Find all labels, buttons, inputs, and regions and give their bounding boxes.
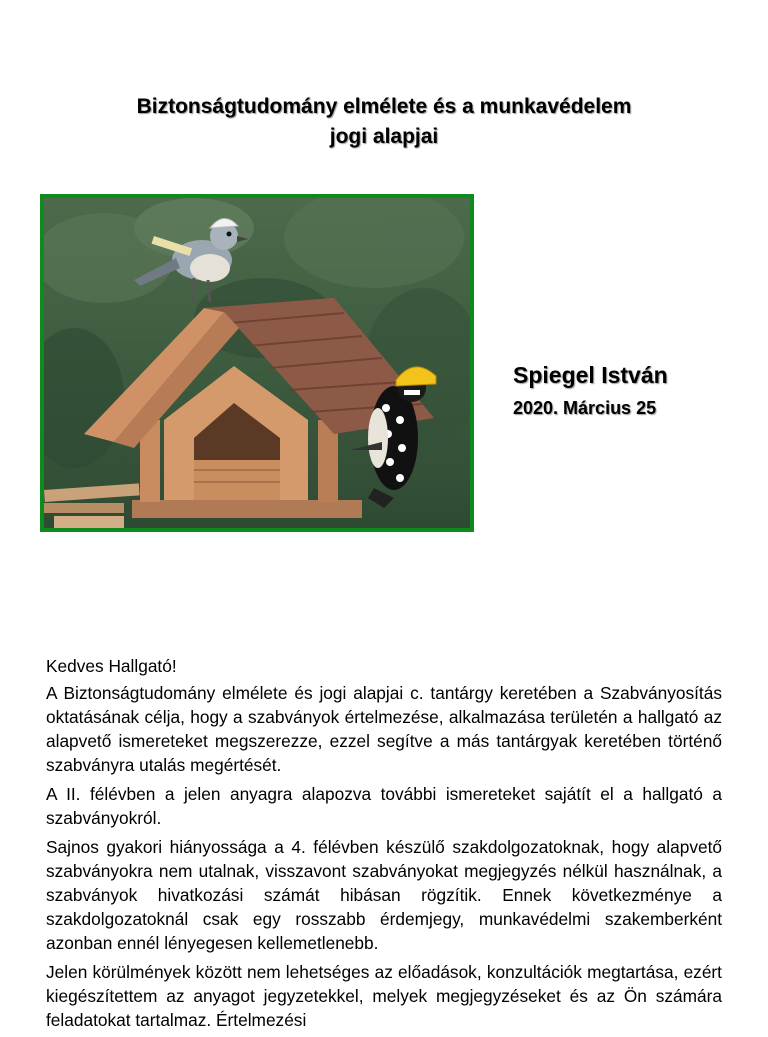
letter-body: [46, 654, 722, 1037]
letter-paragraph-1: A Biztonságtudomány elmélete és jogi alapjai c. tantárgy keretében a Szabványosítás oktatásának célja, hogy a szabványok értelmezése, alkalmazása területén a hallgató az alapvető ismereteket megszerezze, ezzel segítve a más tantárgyak keretében történő szabványra utalás megértését.: [46, 683, 722, 775]
document-date: 2020. Március 25: [513, 398, 657, 418]
cover-illustration: [40, 194, 474, 532]
document-title: [0, 92, 768, 152]
author-name: Spiegel István: [513, 362, 668, 388]
letter-paragraph-4: Jelen körülmények között nem lehetséges az előadások, konzultációk megtartása, ezért kiegészítettem az anyagot jegyzetekkel, melyek megjegyzéseket és az Ön számára feladatokat tartalmaz. Értelmezési: [46, 962, 722, 1030]
letter-greeting: Kedves Hallgató!: [46, 656, 177, 676]
title-line-1: Biztonságtudomány elmélete és a munkavédelem: [136, 95, 632, 118]
letter-paragraph-2: A II. félévben a jelen anyagra alapozva további ismereteket sajátít el a hallgató a szabványokról.: [46, 784, 722, 828]
letter-paragraph-3: Sajnos gyakori hiányossága a 4. félévben készülő szakdolgozatoknak, hogy alapvető szabványokra nem utalnak, visszavont szabványokat megjegyzés nélkül használnak, a szabványok hivatkozási számát hibásan rögzítik. Ennek következménye a szakdolgozatoknál csak egy rosszabb érdemjegy, munkavédelmi szakemberként azonban ennél lényegesen kellemetlenebb.: [46, 837, 722, 953]
title-line-2: jogi alapjai: [329, 125, 439, 148]
